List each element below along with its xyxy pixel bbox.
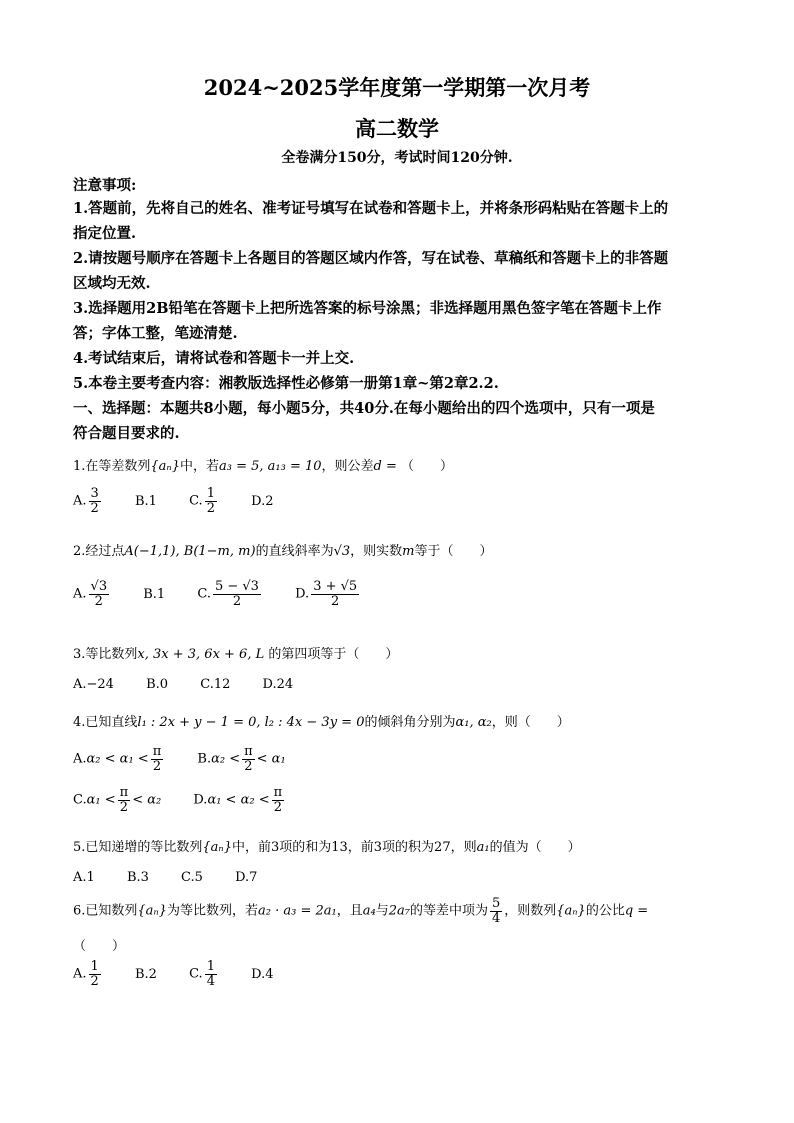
notice-item: 4.考试结束后，请将试卷和答题卡一并上交.: [73, 350, 355, 367]
q5-text: 的值为（ ）: [489, 840, 581, 855]
q6-fraction: $\frac{5}{4}$: [491, 896, 501, 926]
q6-a7: 2a₇: [388, 903, 410, 919]
q3-option-d: D.24: [262, 677, 294, 692]
section-heading: 一、选择题：本题共8小题，每小题5分，共40分.在每小题给出的四个选项中，只有一项是: [73, 400, 655, 417]
q4-text: 的倾斜角分别为: [364, 715, 456, 730]
q5-option-b: B.3: [126, 870, 149, 885]
q1-var: d: [373, 459, 382, 474]
q4-lines: l₁ : 2x + y − 1 = 0, l₂ : 4x − 3y = 0: [137, 715, 365, 730]
q5-text: 5.已知递增的等比数列: [73, 840, 203, 855]
notice-item: 2.请按题号顺序在答题卡上各题目的答题区域内作答，写在试卷、草稿纸和答题卡上的非答题: [73, 250, 669, 267]
q5-option-c: C.5: [181, 870, 203, 885]
q4-angles: α₁, α₂: [455, 715, 492, 730]
q1-text: 中，若: [179, 459, 219, 474]
notice-item: 3.选择题用2B铅笔在答题卡上把所选答案的标号涂黑；非选择题用黑色签字笔在答题卡上作: [73, 300, 662, 317]
notice-item: 答；字体工整，笔迹清楚.: [73, 325, 238, 342]
q3-option-a: A.−24: [73, 677, 114, 692]
q6-text: ，则数列: [504, 903, 557, 919]
q2-option-a: A. $\frac{√3}{2}$: [73, 579, 108, 609]
q1-text: 1.在等差数列: [73, 459, 151, 474]
q6-option-d: D.4: [251, 966, 274, 982]
q6-answer-bracket: （ ）: [73, 939, 126, 954]
q6-text: 与: [375, 903, 389, 919]
q4-text: ，则（ ）: [491, 715, 570, 730]
q2-text: 的直线斜率为: [255, 544, 334, 559]
q2-var: m: [402, 544, 415, 559]
question-2: [73, 540, 493, 559]
question-6: [73, 897, 648, 925]
q4-options-row1: [73, 745, 314, 773]
q2-option-b: B.1: [143, 586, 166, 602]
q2-option-c: C. $\frac{5 - √3}{2}$: [197, 579, 259, 609]
q3-seq: x, 3x + 3, 6x + 6, L: [137, 647, 265, 662]
q6-text: 为等比数列，若: [166, 903, 258, 919]
q2-text: ，则实数: [350, 544, 403, 559]
q3-text: 3.等比数列: [73, 647, 138, 662]
q3-option-b: B.0: [146, 677, 169, 692]
q5-option-d: D.7: [235, 870, 258, 885]
question-1: [73, 455, 453, 474]
q6-option-a: A. $\frac{1}{2}$: [73, 959, 99, 989]
q1-option-a: A. $\frac{3}{2}$: [73, 486, 99, 516]
question-5: [73, 836, 581, 855]
q3-options: [73, 677, 321, 692]
q4-option-c: C.α₁ < $\frac{\pi}{2}$ < α₂: [73, 785, 162, 815]
q6-option-b: B.2: [134, 966, 157, 982]
q2-options: [73, 580, 389, 608]
q2-root: √3: [333, 544, 351, 559]
q4-options-row2: [73, 786, 314, 814]
q5-a1: a₁: [476, 840, 490, 855]
q3-text: 的第四项等于（ ）: [264, 647, 399, 662]
notice-item: 5.本卷主要考查内容：湘教版选择性必修第一册第1章~第2章2.2.: [73, 375, 499, 392]
q1-text: = （ ）: [381, 459, 454, 474]
q5-options: [73, 870, 285, 885]
q4-option-a: A.α₂ < α₁ < $\frac{\pi}{2}$: [73, 744, 162, 774]
q5-text: 中，前3项的和为13，前3项的积为27，则: [231, 840, 477, 855]
q2-text: 2.经过点: [73, 544, 125, 559]
q4-option-b: B.α₂ < $\frac{\pi}{2}$ < α₁: [197, 744, 286, 774]
q6-text: 的等差中项为: [409, 903, 488, 919]
notice-heading: 注意事项:: [73, 177, 137, 194]
q6-text: 的公比: [585, 903, 625, 919]
question-3: [73, 643, 398, 662]
q6-text: 6.已知数列: [73, 903, 138, 919]
q6-seq: {aₙ}: [137, 903, 167, 919]
q1-seq: {aₙ}: [150, 459, 180, 474]
q1-option-c: C. $\frac{1}{2}$: [189, 486, 215, 516]
q6-text: ，且: [336, 903, 363, 919]
notice-item: 1.答题前，先将自己的姓名、准考证号填写在试卷和答题卡上，并将条形码粘贴在答题卡上的: [73, 200, 669, 217]
q5-seq: {aₙ}: [202, 840, 232, 855]
q1-cond: a₃ = 5, a₁₃ = 10: [218, 459, 322, 474]
exam-title: 2024~2025学年度第一学期第一次月考: [203, 75, 591, 100]
q1-options: [73, 487, 301, 515]
q4-option-d: D.α₁ < α₂ < $\frac{\pi}{2}$: [193, 785, 283, 815]
q4-text: 4.已知直线: [73, 715, 138, 730]
q1-text: ，则公差: [321, 459, 374, 474]
q3-option-c: C.12: [200, 677, 231, 692]
q1-option-b: B.1: [134, 493, 157, 509]
notice-item: 区域均无效.: [73, 275, 151, 292]
notice-item: 指定位置.: [73, 225, 137, 242]
q2-points: A(−1,1), B(1−m, m): [124, 544, 256, 559]
question-4: [73, 711, 570, 730]
exam-subject: 高二数学: [355, 116, 439, 141]
section-heading-cont: 符合题目要求的.: [73, 425, 180, 442]
q6-text: =: [633, 903, 649, 919]
q6-options: [73, 960, 301, 988]
q2-option-d: D. $\frac{3 + √5}{2}$: [295, 579, 358, 609]
q2-text: 等于（ ）: [414, 544, 493, 559]
q6-a4: a₄: [362, 903, 376, 919]
q5-option-a: A.1: [73, 870, 95, 885]
q6-seq: {aₙ}: [556, 903, 586, 919]
q6-cond: a₂ · a₃ = 2a₁: [257, 903, 337, 919]
q6-option-c: C. $\frac{1}{4}$: [189, 959, 215, 989]
q6-var: q: [624, 903, 634, 919]
score-time-line: 全卷满分150分，考试时间120分钟.: [281, 150, 513, 166]
q1-option-d: D.2: [251, 493, 274, 509]
